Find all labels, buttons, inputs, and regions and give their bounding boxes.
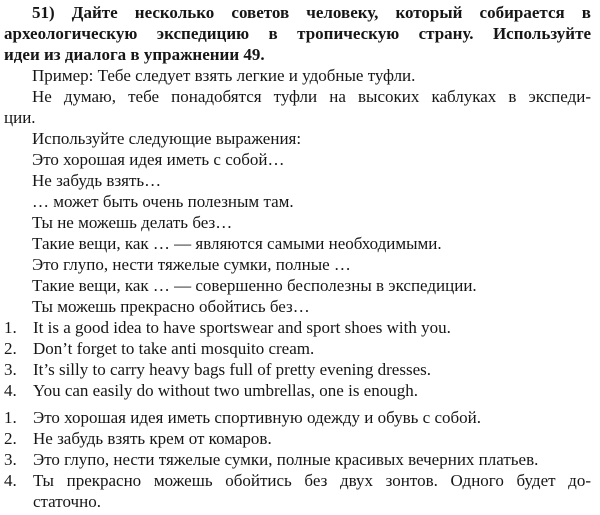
list-item-number: 1. [4, 408, 17, 427]
exercise-page [4, 2, 591, 512]
heading-line-1: 51) Дайте несколько советов человеку, который собирается в [32, 3, 591, 22]
expression-item: Такие вещи, как … — являются самыми необходимыми. [32, 234, 442, 253]
list-item-text: It is a good idea to have sportswear and sport shoes with you. [33, 318, 451, 337]
list-item-text: It’s silly to carry heavy bags full of pretty evening dresses. [33, 360, 431, 379]
answers-english-list [4, 317, 591, 401]
list-item-number: 3. [4, 360, 17, 379]
expression-item: … может быть очень полезным там. [32, 192, 294, 211]
list-item-text-line-2: статочно. [33, 492, 101, 511]
list-item-number: 4. [4, 471, 17, 490]
expression-item: Это хорошая идея иметь с собой… [32, 150, 285, 169]
heading-line-2: археологическую экспедицию в тропическую страну. Используйте [4, 24, 591, 43]
exercise-heading [4, 2, 591, 65]
list-item-text [33, 470, 591, 512]
list-item [4, 317, 591, 338]
list-item-text-line-1: Ты прекрасно можешь обойтись без двух зонтов. Одного будет до- [33, 471, 591, 490]
expressions-intro: Используйте следующие выражения: [32, 129, 302, 148]
list-item-text: Не забудь взять крем от комаров. [33, 429, 272, 448]
list-item-number: 2. [4, 339, 17, 358]
expression-item: Не забудь взять… [32, 171, 162, 190]
expression-item: Это глупо, нести тяжелые сумки, полные … [32, 255, 351, 274]
expression-item: Ты не можешь делать без… [32, 213, 233, 232]
answers-russian-list [4, 407, 591, 512]
example-paragraph [4, 65, 591, 128]
list-item [4, 449, 591, 470]
example-line-2: Не думаю, тебе понадобятся туфли на высоких каблуках в экспеди- [32, 87, 591, 106]
list-item-number: 4. [4, 381, 17, 400]
example-line-1: Пример: Тебе следует взять легкие и удобные туфли. [32, 66, 416, 85]
list-item [4, 359, 591, 380]
list-item-text: You can easily do without two umbrellas, one is enough. [33, 381, 418, 400]
example-line-3: ции. [4, 108, 36, 127]
list-item [4, 338, 591, 359]
heading-line-3: идеи из диалога в упражнении 49. [4, 45, 265, 64]
list-item [4, 407, 591, 428]
expression-item: Такие вещи, как … — совершенно бесполезны в экспедиции. [32, 276, 477, 295]
list-item-number: 2. [4, 429, 17, 448]
list-item-number: 3. [4, 450, 17, 469]
list-item-number: 1. [4, 318, 17, 337]
list-item-text: Don’t forget to take anti mosquito cream. [33, 339, 315, 358]
list-item-text: Это глупо, нести тяжелые сумки, полные красивых вечерних платьев. [33, 450, 539, 469]
expressions-section [4, 128, 591, 317]
list-item [4, 380, 591, 401]
expression-item: Ты можешь прекрасно обойтись без… [32, 297, 310, 316]
list-item [4, 428, 591, 449]
list-item-text: Это хорошая идея иметь спортивную одежду и обувь с собой. [33, 408, 482, 427]
list-item [4, 470, 591, 512]
